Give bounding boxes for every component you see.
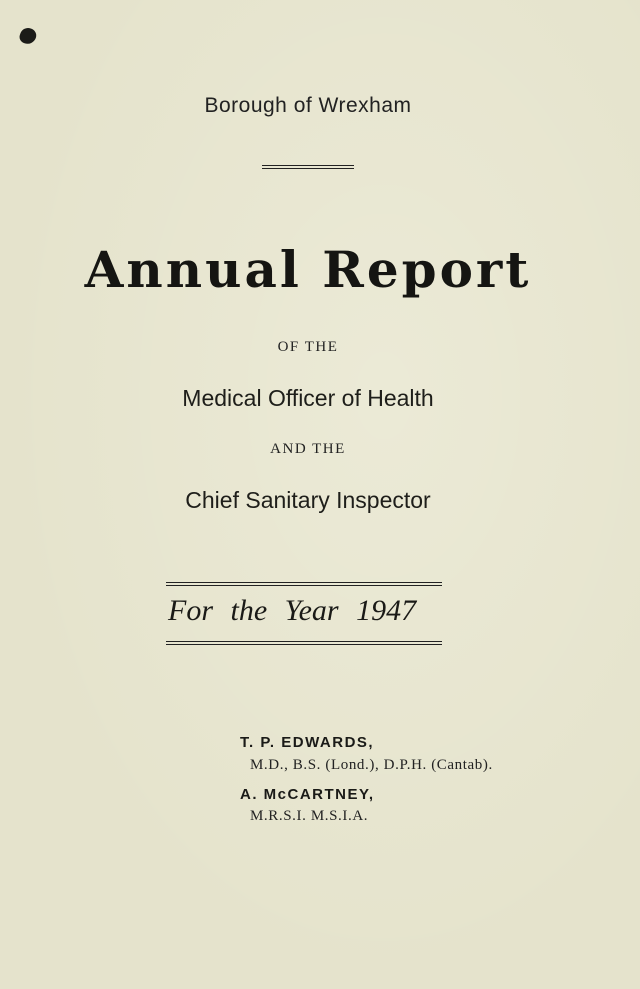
sanitary-inspector-heading: Chief Sanitary Inspector xyxy=(185,487,431,513)
year-word-the: the xyxy=(230,594,268,627)
ink-blot xyxy=(18,26,39,47)
author-qualifications-edwards: M.D., B.S. (Lond.), D.P.H. (Cantab). xyxy=(250,757,493,773)
year-upper-rule xyxy=(166,582,442,586)
author-name-mccartney: A. McCARTNEY, xyxy=(240,786,375,803)
and-the-label: AND THE xyxy=(270,441,346,457)
year-word-for: For xyxy=(168,594,213,627)
year-number: 1947 xyxy=(356,594,417,627)
borough-heading: Borough of Wrexham xyxy=(204,94,412,117)
author-name-edwards: T. P. EDWARDS, xyxy=(240,734,375,751)
year-heading xyxy=(168,594,468,628)
year-lower-rule xyxy=(166,641,442,645)
year-word-year: Year xyxy=(284,594,339,627)
medical-officer-heading: Medical Officer of Health xyxy=(182,385,434,411)
author-qualifications-mccartney: M.R.S.I. M.S.I.A. xyxy=(250,808,369,824)
top-double-rule xyxy=(262,165,354,169)
report-title: Annual Report xyxy=(84,240,532,299)
of-the-label: OF THE xyxy=(277,339,339,355)
